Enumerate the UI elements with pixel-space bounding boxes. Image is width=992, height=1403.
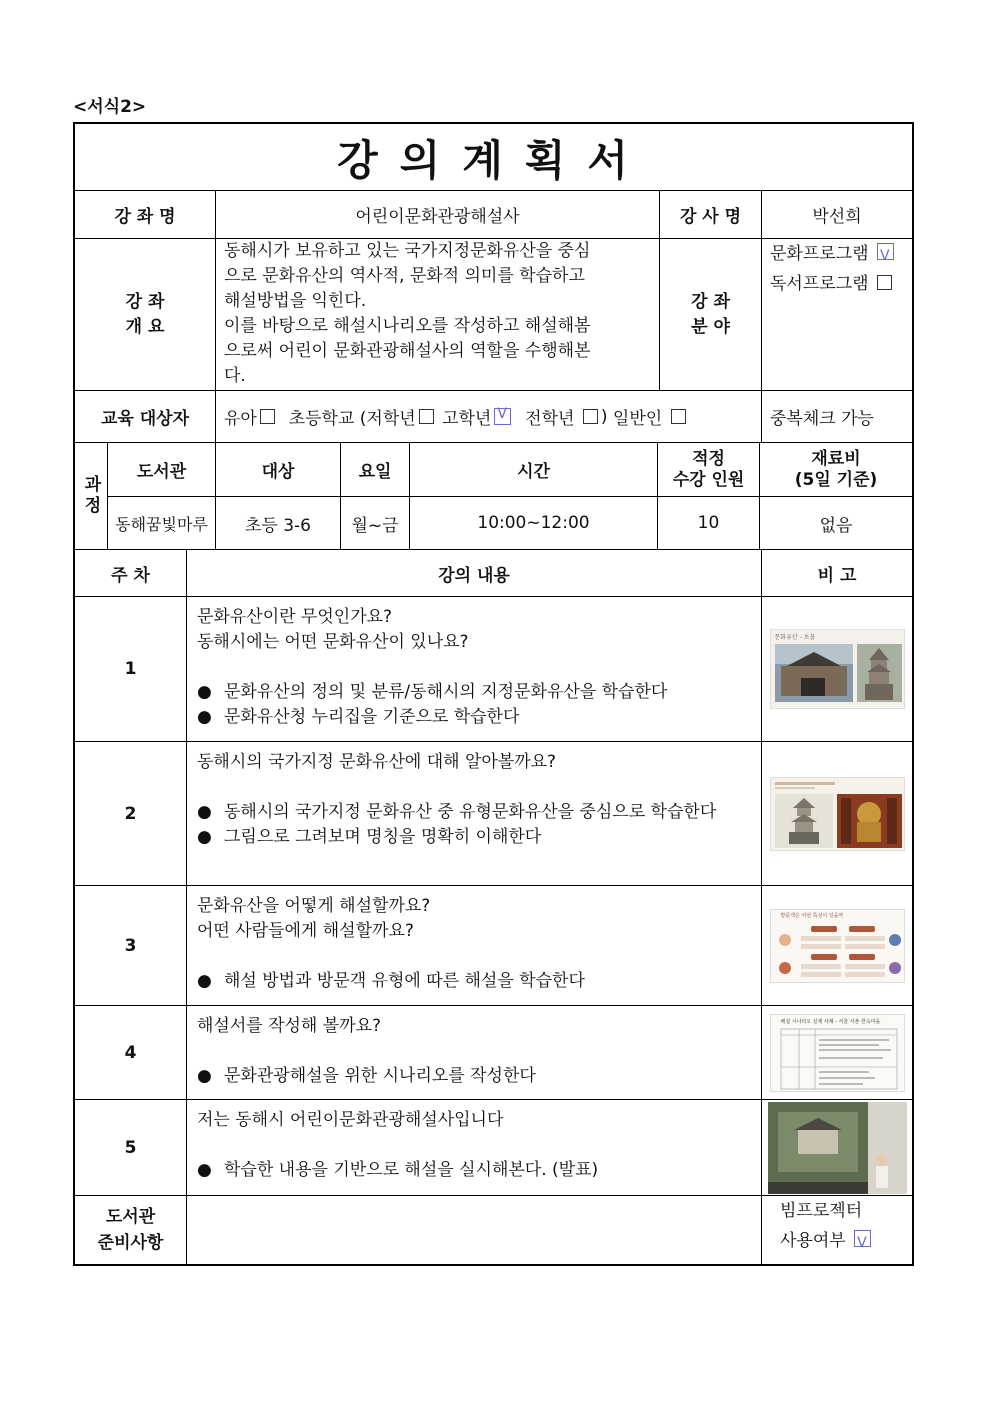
material-header-line2: (5일 기준) bbox=[794, 469, 878, 490]
lesson-bullet-text: 문화유산청 누리집을 기준으로 학습한다 bbox=[224, 707, 520, 727]
bullet-icon: ● bbox=[197, 827, 212, 847]
process-target-value: 초등 3-6 bbox=[216, 497, 341, 549]
course-name-label: 강 좌 명 bbox=[75, 191, 216, 238]
presentation-photo-image bbox=[768, 1102, 907, 1194]
content-header: 강의 내용 bbox=[187, 550, 762, 596]
upper-grade-checkbox-checked[interactable] bbox=[494, 408, 511, 425]
capacity-header-line1: 적정 bbox=[692, 448, 725, 469]
process-time-value: 10:00~12:00 bbox=[410, 497, 658, 549]
note-header: 비 고 bbox=[817, 565, 857, 586]
field-label bbox=[660, 239, 762, 390]
field-option-reading bbox=[770, 269, 895, 299]
lesson-bullet bbox=[197, 969, 585, 994]
instructor-value: 박선희 bbox=[812, 207, 862, 227]
heritage-slide-thumbnail bbox=[770, 629, 905, 709]
lesson-content bbox=[187, 742, 762, 885]
lesson-week: 3 bbox=[75, 886, 187, 1005]
lesson-row bbox=[75, 1100, 912, 1196]
target-note: 중복체크 가능 bbox=[770, 409, 874, 429]
process-capacity-header bbox=[658, 443, 760, 496]
target-elementary-label: 초등학교 (저학년 bbox=[288, 409, 416, 429]
field-option-reading-label: 독서프로그램 bbox=[770, 274, 869, 294]
lesson-question: 문화유산을 어떻게 해설할까요? bbox=[197, 896, 431, 916]
reading-checkbox[interactable] bbox=[877, 275, 892, 290]
overview-label-line1: 강 좌 bbox=[125, 291, 165, 312]
week-header: 주 차 bbox=[75, 550, 187, 596]
lesson-bullet bbox=[197, 1158, 598, 1183]
bullet-icon: ● bbox=[197, 802, 212, 822]
process-value-row bbox=[108, 497, 912, 549]
lesson-note bbox=[762, 597, 912, 741]
prep-label-line2: 준비사항 bbox=[97, 1233, 164, 1253]
instructor-label: 강 사 명 bbox=[660, 191, 762, 238]
lesson-week: 2 bbox=[75, 742, 187, 885]
course-overview-row bbox=[75, 239, 912, 391]
lesson-bullet bbox=[197, 1064, 536, 1089]
form-number-label: <서식2> bbox=[73, 97, 147, 117]
culture-checkbox-checked[interactable] bbox=[877, 243, 894, 260]
presentation-photo bbox=[768, 1102, 907, 1194]
process-side-label: 과정 bbox=[75, 443, 108, 549]
projector-usage-label: 사용여부 bbox=[780, 1231, 846, 1251]
course-name-value: 어린이문화관광해설사 bbox=[216, 191, 660, 238]
slide-caption: 방문객은 어떤 특성이 있을까 bbox=[780, 912, 844, 919]
process-day-header: 요일 bbox=[341, 443, 410, 496]
lesson-note bbox=[762, 886, 912, 1005]
course-name-row bbox=[75, 191, 912, 239]
lower-grade-checkbox[interactable] bbox=[419, 409, 434, 424]
document-title: 강의계획서 bbox=[337, 135, 650, 185]
overview-line: 다. bbox=[224, 366, 246, 386]
projector-checkbox-checked[interactable] bbox=[854, 1230, 871, 1247]
bullet-icon: ● bbox=[197, 1066, 212, 1086]
target-all-label: 전학년 bbox=[525, 409, 575, 429]
lesson-question: 동해시에는 어떤 문화유산이 있나요? bbox=[197, 632, 469, 652]
projector-label: 빔프로젝터 bbox=[780, 1201, 863, 1221]
projector-usage-line bbox=[780, 1226, 874, 1256]
slide-caption: 문화유산 - 보물 bbox=[774, 634, 816, 641]
lesson-question: 저는 동해시 어린이문화관광해설사입니다 bbox=[197, 1110, 504, 1130]
lesson-bullet-text: 학습한 내용을 기반으로 해설을 실시해본다. (발표) bbox=[224, 1160, 599, 1180]
target-close-paren: ) bbox=[600, 406, 608, 427]
process-time-header: 시간 bbox=[410, 443, 658, 496]
process-day-value: 월~금 bbox=[341, 497, 410, 549]
process-material-value: 없음 bbox=[819, 515, 853, 536]
field-label-line2: 분 야 bbox=[691, 316, 730, 337]
bullet-icon: ● bbox=[197, 971, 212, 991]
lesson-week: 5 bbox=[75, 1100, 187, 1195]
scenario-table-image bbox=[771, 1015, 905, 1092]
lesson-content bbox=[187, 886, 762, 1005]
lesson-week: 4 bbox=[75, 1006, 187, 1099]
overview-text bbox=[216, 239, 660, 390]
preparation-label bbox=[75, 1196, 187, 1264]
lesson-note bbox=[762, 1100, 912, 1195]
field-options bbox=[762, 239, 912, 390]
field-option-culture-label: 문화프로그램 bbox=[770, 244, 869, 264]
lessons-header-row bbox=[75, 550, 912, 597]
process-library-header: 도서관 bbox=[108, 443, 216, 496]
lesson-content bbox=[187, 1100, 762, 1195]
field-option-culture bbox=[770, 239, 897, 269]
overview-line: 이를 바탕으로 해설시나리오를 작성하고 해설해봄 bbox=[224, 316, 591, 336]
visitor-types-slide-thumbnail bbox=[770, 909, 905, 983]
target-preschool-label: 유아 bbox=[224, 409, 257, 429]
process-target-header: 대상 bbox=[216, 443, 341, 496]
lesson-question: 어떤 사람들에게 해설할까요? bbox=[197, 921, 414, 941]
lesson-bullet bbox=[197, 800, 716, 825]
lesson-row bbox=[75, 597, 912, 742]
title-row bbox=[75, 124, 912, 191]
lesson-row bbox=[75, 886, 912, 1006]
target-options bbox=[216, 391, 762, 442]
field-label-line1: 강 좌 bbox=[691, 291, 730, 312]
visitor-types-diagram bbox=[771, 910, 905, 983]
process-material-header bbox=[760, 443, 912, 496]
general-checkbox[interactable] bbox=[671, 409, 686, 424]
process-table bbox=[108, 443, 912, 549]
lesson-week: 1 bbox=[75, 597, 187, 741]
slide-caption: 해설 시나리오 실제 사례 - 서울 서촌 한옥마을 bbox=[780, 1018, 881, 1025]
bullet-icon: ● bbox=[197, 707, 212, 727]
target-row bbox=[75, 391, 912, 443]
lesson-bullet-text: 문화관광해설을 위한 시나리오를 작성한다 bbox=[224, 1066, 536, 1086]
overview-line: 동해시가 보유하고 있는 국가지정문화유산을 중심 bbox=[224, 241, 591, 261]
overview-line: 으로써 어린이 문화관광해설사의 역할을 수행해본 bbox=[224, 341, 591, 361]
pagoda-slide-thumbnail bbox=[770, 777, 905, 851]
all-grade-checkbox[interactable] bbox=[583, 409, 598, 424]
preschool-checkbox[interactable] bbox=[260, 409, 275, 424]
bullet-icon: ● bbox=[197, 682, 212, 702]
lecture-plan-table bbox=[73, 122, 914, 1266]
preparation-value[interactable] bbox=[187, 1196, 762, 1264]
process-block bbox=[75, 443, 912, 550]
target-upper-label: 고학년 bbox=[442, 409, 492, 429]
capacity-header-line2: 수강 인원 bbox=[672, 469, 745, 490]
target-label: 교육 대상자 bbox=[75, 391, 216, 442]
lesson-question: 해설서를 작성해 볼까요? bbox=[197, 1016, 382, 1036]
lesson-row bbox=[75, 742, 912, 886]
overview-label bbox=[75, 239, 216, 390]
lesson-bullet-text: 그림으로 그려보며 명칭을 명확히 이해한다 bbox=[224, 827, 542, 847]
scenario-slide-thumbnail bbox=[770, 1014, 905, 1092]
material-header-line1: 재료비 bbox=[811, 448, 861, 469]
lesson-question: 문화유산이란 무엇인가요? bbox=[197, 607, 393, 627]
target-general-label: 일반인 bbox=[612, 409, 663, 429]
prep-label-line1: 도서관 bbox=[105, 1207, 156, 1227]
process-library-value: 동해꿈빛마루 bbox=[108, 497, 216, 549]
pagoda-photo-image bbox=[771, 778, 905, 851]
preparation-row bbox=[75, 1196, 912, 1264]
lesson-bullet bbox=[197, 705, 519, 730]
lesson-note bbox=[762, 1006, 912, 1099]
lesson-bullet-text: 해설 방법과 방문객 유형에 따른 해설을 학습한다 bbox=[224, 971, 585, 991]
lesson-content bbox=[187, 1006, 762, 1099]
overview-line: 해설방법을 익힌다. bbox=[224, 291, 367, 311]
process-capacity-value: 10 bbox=[658, 497, 760, 549]
bullet-icon: ● bbox=[197, 1160, 212, 1180]
lesson-bullet bbox=[197, 680, 667, 705]
projector-usage bbox=[762, 1196, 912, 1264]
lesson-content bbox=[187, 597, 762, 741]
overview-line: 으로 문화유산의 역사적, 문화적 의미를 학습하고 bbox=[224, 266, 585, 286]
lesson-note bbox=[762, 742, 912, 885]
lesson-question: 동해시의 국가지정 문화유산에 대해 알아볼까요? bbox=[197, 752, 557, 772]
heritage-photo-image bbox=[771, 630, 905, 709]
overview-label-line2: 개 요 bbox=[125, 316, 165, 337]
process-header-row bbox=[108, 443, 912, 497]
lesson-bullet-text: 동해시의 국가지정 문화유산 중 유형문화유산을 중심으로 학습한다 bbox=[224, 802, 717, 822]
lesson-row bbox=[75, 1006, 912, 1100]
lesson-bullet bbox=[197, 825, 541, 850]
lesson-bullet-text: 문화유산의 정의 및 분류/동해시의 지정문화유산을 학습한다 bbox=[224, 682, 668, 702]
